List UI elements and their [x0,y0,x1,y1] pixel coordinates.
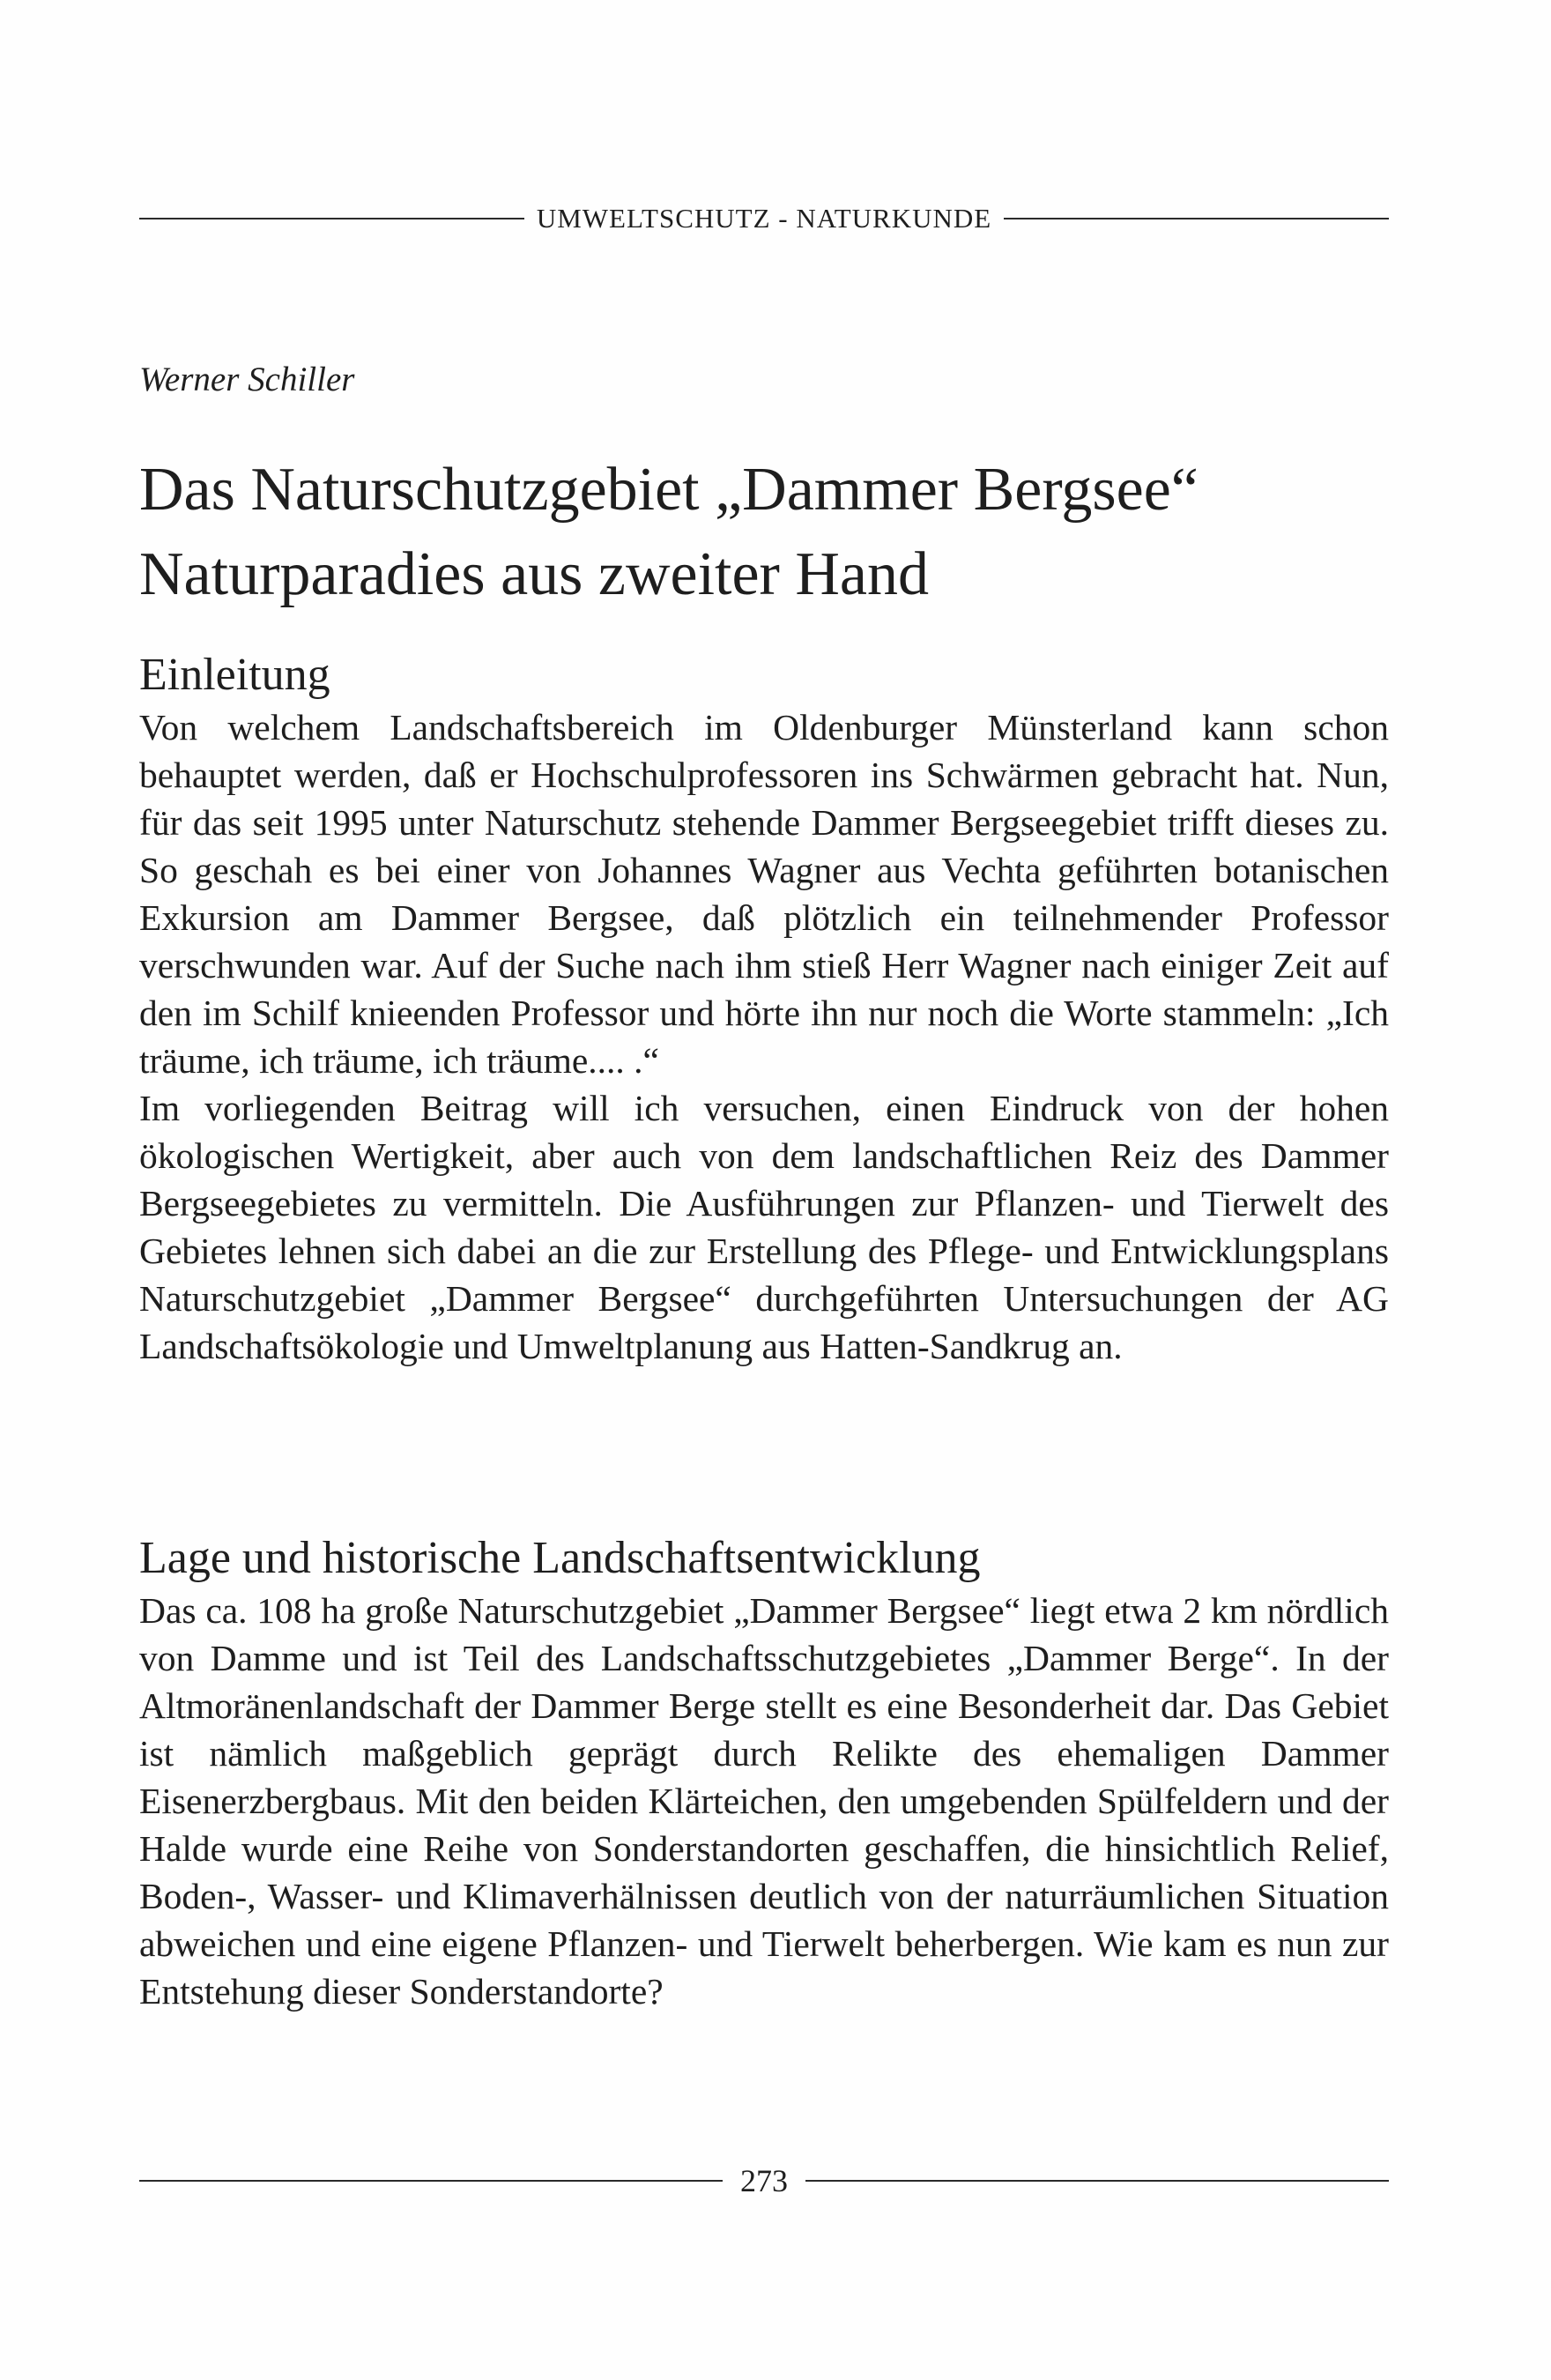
running-head [139,199,1389,238]
page-footer [139,2160,1389,2202]
article-title [139,448,1391,617]
article-title-line-2: Naturparadies aus zweiter Hand [139,540,929,608]
body-paragraph: Von welchem Landschaftsbereich im Oldenburger Münsterland kann schon behauptet werden, daß er Hochschulprofessoren ins Schwärmen gebracht hat. Nun, für das seit 1995 unter Naturschutz stehende Dammer Bergseegebiet trifft dieses zu. So geschah es bei einer von Johannes Wagner aus Vechta geführten botanischen Exkursion am Dammer Bergsee, daß plötzlich ein teilnehmender Professor verschwunden war. Auf der Suche nach ihm stieß Herr Wagner nach einiger Zeit auf den im Schilf knieenden Professor und hörte ihn nur noch die Worte stammeln: „Ich träume, ich träume, ich träume.... .“ [139,707,1389,1081]
body-paragraph: Im vorliegenden Beitrag will ich versuchen, einen Eindruck von der hohen ökologischen Wertigkeit, aber auch von dem landschaftlichen Reiz des Dammer Bergseegebietes zu vermitteln. Die Ausführungen zur Pflanzen- und Tierwelt des Gebietes lehnen sich dabei an die zur Erstellung des Pflege- und Entwicklungsplans Naturschutzgebiet „Dammer Bergsee“ durchgeführten Untersuchungen der AG Landschaftsökologie und Umweltplanung aus Hatten-Sandkrug an. [139,1088,1389,1366]
page-number: 273 [740,2163,788,2198]
footer-rule-right [805,2180,1389,2182]
section-einleitung [139,647,1389,1370]
footer-rule-left [139,2180,723,2182]
section-heading: Lage und historische Landschaftsentwicklung [139,1533,981,1583]
running-head-rule-left [139,218,524,219]
section-heading: Einleitung [139,650,330,700]
section-lage [139,1530,1389,2015]
body-paragraph: Das ca. 108 ha große Naturschutzgebiet „Dammer Bergsee“ liegt etwa 2 km nördlich von Damme und ist Teil des Landschaftsschutzgebietes „Dammer Berge“. In der Altmoränenlandschaft der Dammer Berge stellt es eine Besonderheit dar. Das Gebiet ist nämlich maßgeblich geprägt durch Relikte des ehemaligen Dammer Eisenerzbergbaus. Mit den beiden Klärteichen, den umgebenden Spülfeldern und der Halde wurde eine Reihe von Sonderstandorten geschaffen, die hinsichtlich Relief, Boden-, Wasser- und Klimaverhälnissen deutlich von der naturräumlichen Situation abweichen und eine eigene Pflanzen- und Tierwelt beherbergen. Wie kam es nun zur Entstehung dieser Sonderstandorte? [139,1590,1389,2012]
running-head-rule-right [1004,218,1389,219]
author-name: Werner Schiller [139,361,355,398]
running-head-label: UMWELTSCHUTZ - NATURKUNDE [536,203,992,234]
article-title-line-1: Das Naturschutzgebiet „Dammer Bergsee“ [139,456,1198,524]
